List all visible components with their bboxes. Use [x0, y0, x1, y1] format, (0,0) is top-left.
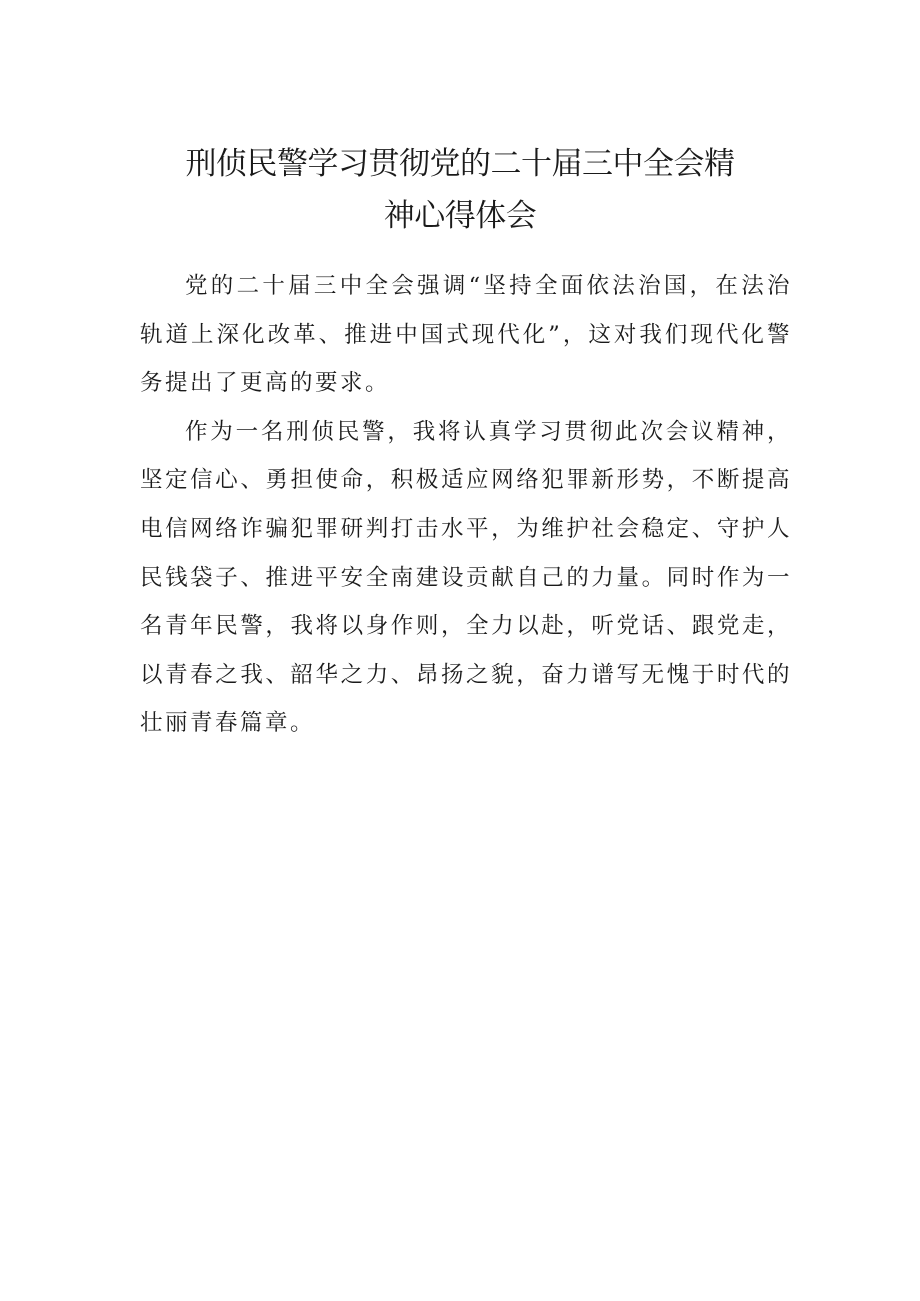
document-body	[140, 262, 792, 748]
paragraph: 作为一名刑侦民警，我将认真学习贯彻此次会议精神，坚定信心、勇担使命，积极适应网络犯罪新形势，不断提高电信网络诈骗犯罪研判打击水平，为维护社会稳定、守护人民钱袋子、推进平安全南建设贡献自己的力量。同时作为一名青年民警，我将以身作则，全力以赴，听党话、跟党走，以青春之我、韶华之力、昂扬之貌，奋力谱写无愧于时代的壮丽青春篇章。	[140, 418, 792, 737]
title-line-2: 神心得体会	[383, 198, 537, 234]
paragraph: 党的二十届三中全会强调“坚持全面依法治国，在法治轨道上深化改革、推进中国式现代化”，这对我们现代化警务提出了更高的要求。	[140, 273, 792, 397]
document-title	[140, 138, 780, 242]
title-line-1: 刑侦民警学习贯彻党的二十届三中全会精	[185, 146, 735, 182]
